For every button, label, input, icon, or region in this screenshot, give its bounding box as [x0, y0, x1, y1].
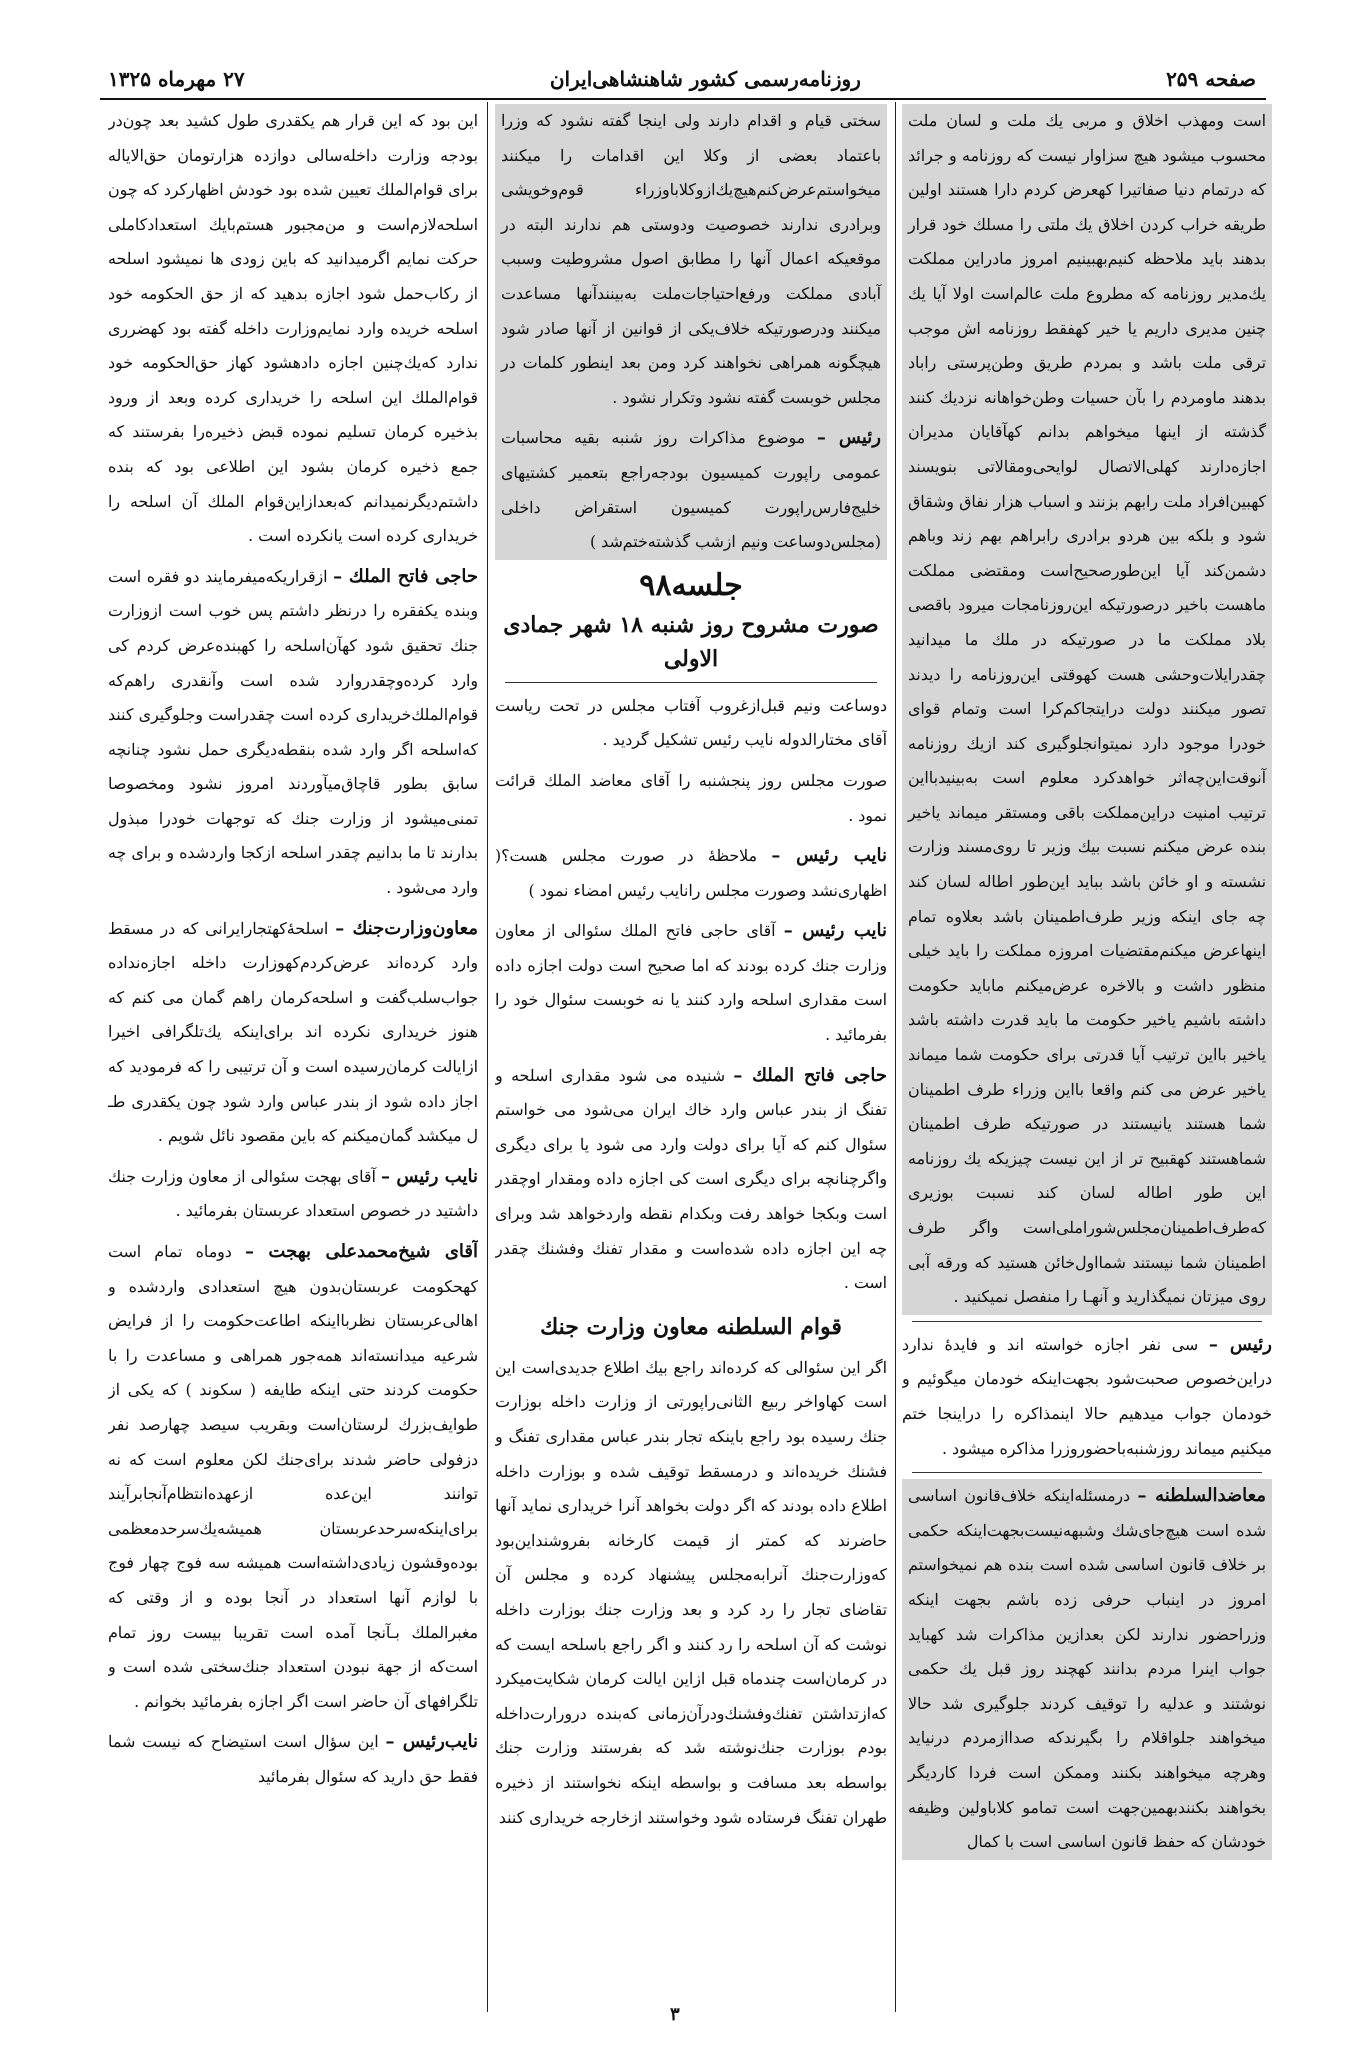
- paragraph: [495, 839, 887, 908]
- speech-text: این سؤال است استیضاح که نیست شما فقط حق دارید که سئوال بفرمائید: [108, 1732, 478, 1786]
- paragraph: دوساعت ونیم قبل‌ازغروب آفتاب مجلس در تحت ریاست آقای مختارالدوله نایب رئیس تشکیل گردید .: [495, 695, 887, 750]
- paragraph: [495, 1059, 887, 1301]
- speech-text: موضوع مذاکرات روز شنبه بقیه محاسبات عمومی راپورت کمیسیون بودجه‌راجع بتعمیر کشتیهای خلیج‌فارس‌راپورت کمیسیون استقراض داخلی (مجلس‌دوساعت ونیم ازشب گذشته‌ختم‌شد ): [501, 428, 881, 552]
- speech-text: شنیده می شود مقداری اسلحه و تفنگ از بندر عباس وارد خاك ایران می‌شود می خواستم سئوال کنم که آیا برای دولت وارد می شود یا برای دیگری واگرچنانچه برای دیگری است کی اجازه داده ومقدار اوچقدر است وبکجا خواهد رفت وبکدام نقطه واردخواهد شد وبرای چه این اجازه داده شده‌است و مقدار تفنك وفشنك چقدر است .: [495, 1065, 887, 1293]
- speech-text: آقای حاجی فاتح الملك سئوالی از معاون وزارت جنك کرده بودند که اما صحیح است دولت اجازه داده است مقداری اسلحه وارد کنند یا نه خوبست سئوال خود را بفرمائید .: [495, 921, 887, 1045]
- speaker-name: نایب رئیس –: [771, 845, 887, 867]
- page-number: ۳: [670, 2004, 680, 2025]
- speaker-heading: قوام السلطنه معاون وزارت جنك: [540, 1313, 842, 1340]
- speaker-name: حاجی فاتح الملك –: [333, 565, 478, 587]
- issue-date: ۲۷ مهرماه ۱۳۲۵: [108, 67, 245, 91]
- speaker-name: رئیس –: [1208, 1333, 1272, 1355]
- page-label: صفحه ۲۵۹: [1166, 67, 1256, 91]
- speech-text: درمسئله‌اینکه خلاف‌قانون اساسی شده است هیچ‌جای‌شك وشبهه‌نیست‌بجهت‌اینکه حکمی بر خلاف قانون اساسی شده است بنده هم نمیخواستم امروز در اینباب حرفی زده باشم بجهت اینکه وزراحضور ندارند لکن بعدازین مذاکرات شد کهباید جواب اینرا مردم بدانند کهچند روز قبل یك حکمی نوشتند و عدلیه را توقیف کردند جلوگیری شد حالا میخواهند جلواقلام را بگیرند‌که صداازمردم درنیاید وهرچه میخواهند بکنند وممکن است فردا کاردیگر بخواهند بکنند‌بهمین‌جهت است تمامو کلاباولین وظیفه خودشان که حفظ قانون اساسی است با کمال: [908, 1486, 1266, 1852]
- highlighted-passage: [495, 104, 887, 560]
- paragraph: [108, 560, 478, 906]
- divider: [912, 1472, 1262, 1473]
- paragraph: این بود که این قرار هم یکقدری طول کشید بعد چون‌در بودجه وزارت داخله‌سالی دوازده هزارتومان حق‌الایاله برای قوام‌الملك تعیین شده بود خودش اظهارکرد که چون اسلحه‌لازم‌است و من‌مجبور هستم‌بایك استعداد‌کاملی حرکت نمایم اگرمیدانید که باین زودی ها نمیشود اسلحه از رکاب‌حمل شود اجازه بدهید که از حق الحکومه خود اسلحه خریده وارد نمایم‌وزارت داخله گفته بود کهضرری ندارد که‌یك‌چنین اجازه دادهشود کهاز حق‌الحکومه خود قوام‌الملك این اسلحه را خریداری کرده وبعد از ورود بذخیره کرمان تسلیم نموده قبض ذخیره‌را بفرستند که جمع ذخیره کرمان بشود این اطلاعی بود که بنده داشتم‌دیگرنمیدانم که‌بعدازاین‌قوام الملك آن اسلحه را خریداری کرده است یانکرده است .: [108, 111, 478, 546]
- paragraph: [108, 912, 478, 1154]
- paragraph: [108, 1725, 478, 1794]
- newspaper-title: روزنامه‌رسمی کشور شاهنشاهی‌ایران: [549, 67, 861, 91]
- speaker-name: نایب رئیس –: [783, 920, 887, 942]
- speaker-name: نایب رئیس –: [381, 1165, 478, 1187]
- highlighted-passage: [902, 1479, 1272, 1860]
- paragraph: صورت مجلس روز پنجشنبه را آقای معاضد الملك قرائت نمود .: [495, 770, 887, 825]
- speaker-name: نایب‌رئیس –: [385, 1731, 478, 1753]
- session-title: صورت مشروح روز شنبه ۱۸ شهر جمادی الاولی: [503, 611, 879, 672]
- column-left: [108, 104, 478, 2009]
- divider: [912, 1321, 1262, 1322]
- paragraph: است ومهذب اخلاق و مربی یك ملت و لسان ملت محسوب میشود هیچ سزاوار نیست که روزنامه و جرائد که درتمام دنیا صفاتیرا کهعرض کردم دارا هستند اولین طریقه خراب کردن اخلاق یك ملتی را مسلك خود قرار بدهند باید ملاحظه کنیم‌بهبینیم امروز مادراین مملکت یك‌مدیر روزنامه که مطروع ملت عالم‌است اولا آیا یك چنین مدیری داریم یا خیر کهفقط روزنامه اش موجب ترقی ملت باشد و بمردم طریق وطن‌پرستی راباد بدهند ماومردم را بآن حسیات وطن‌خواهانه نزدیك کنند گذشته از اینها میخواهم بدانم کهآقایان مدیران اجازه‌دارند کهلی‌الاتصال لوایحی‌ومقالاتی بنویسند کهبین‌افراد ملت رابهم بزنند و اسباب هزار نفاق وشقاق شود و بلکه بین هردو برادری رابراهم بهم زند وباهم دشمن‌کند آیا این‌طورصحیح‌است ومقتضی مملکت ماهست باخیر درصورتیکه این‌روزنامجات میرود باقصی بلاد مملکت ما در صورتیکه در ملك ما میدانید چقدرایلات‌وحشی هست کهوقتی این‌روزنامه را دیدند تصور میکنند دولت درایتجاکم‌کرا است وتمام قوای خودرا موجود دارد نمیتوانجلوگیری کند ازیك روزنامه آنوقت‌این‌چه‌اثر خواهد‌کرد معلوم است به‌بینید‌بااین ترتیب امنیت دراین‌مملکت باقی ومستقر میماند یاخیر بنده عرض میکنم نسبت بیك وزیر تا روی‌مسند وزارت نشسته و او خائن باشد بباید این‌طور اطاله لسان کند چه جای اینکه وزیر طرف‌اطمینان باشد بعلاوه تمام اینهاعرض میکنم‌مقتضیات امروزه مملکت را باید خیلی منظور داشت و بالاخره عرض‌میکنم ماباید حکومت داشته باشیم یاخیر حکومت ما باید قدرت داشته باشد یاخیر بااین ترتیب آیا قدرتی برای حکومت شما میماند یاخیر عرض می کنم واقعا بااین وزراء طرف اطمینان شما هستند یانیستند در صورتیکه طرف اطمینان شماهستند کهقبیح تر از این نیست چیزیکه یك روزنامه این طور اطاله لسان کند نسبت بوزیری که‌طرف‌اطمینان‌مجلس‌شوراملی‌است واگر طرف اطمینان شما نیستند شما‌اول‌خائن هستید که ورقه آبی روی میزتان نمیگذارید و آنهـا را منفصل نمیکنید .: [908, 111, 1266, 1307]
- column-divider: [487, 102, 488, 2012]
- paragraph: سختی قیام و اقدام دارند ولی اینجا گفته نشود که وزرا باعتماد بعضی از وکلا این اقدامات را میکنند میخواستم‌عرض‌کنم‌هیچ‌یك‌ازو‌کلاباوزراء قوم‌وخویشی وبرادری ندارند خصوصیت ودوستی هم ندارند البته در موقعیکه اعمال آنها را مطابق اصول مشروطیت وسبب آبادی مملکت ورفع‌احتیاجات‌ملت به‌بینند‌آنها مساعدت میکنند ودرصورتیکه خلاف‌یکی از قوانین از آنها صادر شود هیچگونه همراهی نخواهند کرد ومن بعد اینطور کلمات در مجلس خوبست گفته نشود وتکرار نشود .: [501, 111, 881, 407]
- column-middle: [495, 104, 887, 2009]
- divider: [505, 682, 877, 683]
- speaker-name: معاون‌وزارت‌جنك –: [335, 917, 478, 939]
- speech-text: سی نفر اجازه خواسته اند و فایدهٔ ندارد دراین‌خصوص صحبت‌شود بجهت‌اینکه خودمان میگوئیم و خودمان جواب میدهیم حالا اینمذاکره را دراینجا ختم میکنیم میماند روزشنبه‌باحضوروزرا مذاکره میشود .: [902, 1334, 1272, 1458]
- paragraph: [908, 1479, 1266, 1860]
- paragraph: [501, 421, 881, 559]
- paragraph: اگر این سئوالی که کرده‌اند راجع بیك اطلاع جدیدی‌است این است کهاواخر ربیع الثانی‌راپورتی از وزارت داخله بوزارت جنك رسیده بود راجع باینکه تجار بندر عباس مقداری تفنگ و فشنك خریده‌اند و درمسقط توقیف شده و بوزارت داخله اطلاع داده بودند که اگر دولت بخواهد آنرا خریداری نماید آنها حاضرند که کمتر از قیمت کارخانه بفروشند‌این‌بود که‌وزارت‌جنك آنرا‌به‌مجلس پیشنهاد کرده و مجلس آن تقاضای تجار را رد کرد و بعد وزارت جنك بوزارت داخله نوشت که آن اسلحه را رد کنند و اگر راجع باسلحه ایست که در کرمان‌است چندماه قبل ازاین ایالت کرمان شکایت‌میکرد که‌ازتداشتن تفنك‌وفشنك‌ودرآن‌زمانی که‌بنده درورارت‌داخله بودم بوزارت جنك‌نوشته شد که بفرستند وزارت جنك بواسطه بعد مسافت و بواسطه اینکه نخواستند از ذخیره طهران تفنگ فرستاده شود وخواستند ازخارجه خریداری کنند: [495, 1357, 887, 1827]
- speaker-name: حاجی فاتح الملك –: [733, 1064, 887, 1086]
- speech-text: ملاحظهٔ در صورت مجلس هست؟( اظهاری‌نشد وصورت مجلس رانایب رئیس امضاء نمود ): [495, 846, 887, 900]
- speech-text: اسلحهٔ‌کهتجارایرانی که در مسقط وارد کرده‌اند عرض‌کردم‌کهوزارت داخله اجازه‌نداده جواب‌سلب‌گفت و اسلحه‌کرمان راهم گمان می کنم که هنوز خریداری نکرده اند برای‌اینکه یك‌تلگرافی اخیرا ازایالت کرمان‌رسیده است و آن ترتیبی را که فرمودید که اجاز داده شود از بندر عباس وارد شود چون یکقدری طـ ل میکشد گمان‌میکنم که باین مقصود نائل شویم .: [108, 918, 478, 1146]
- speaker-name: آقای شیخ‌محمدعلی بهجت –: [245, 1241, 478, 1262]
- header-rule: [100, 98, 1266, 100]
- masthead: [108, 62, 1256, 96]
- paragraph: [902, 1328, 1272, 1466]
- speech-text: آقای بهجت سئوالی از معاون وزارت جنك داشتید در خصوص استعداد عربستان بفرمائید .: [108, 1166, 478, 1221]
- column-divider: [895, 102, 896, 2012]
- session-number: جلسه۹۸: [639, 567, 743, 603]
- paragraph: [108, 1160, 478, 1229]
- paragraph: [495, 914, 887, 1052]
- highlighted-passage: [902, 104, 1272, 1315]
- speaker-name: معاضدالسلطنه –: [1137, 1485, 1266, 1507]
- speaker-name: رئیس –: [816, 427, 882, 449]
- column-right: [902, 104, 1272, 2009]
- paragraph: [108, 1235, 478, 1719]
- speech-text: دوماه تمام است کهحکومت عربستان‌بدون هیچ استعدادی واردشده و اهالی‌عربستان نظربااینکه اطاعت‌حکومت را از فرایض شرعیه میدانسته‌اند همه‌جور همراهی و مساعدت را با حکومت کردند حتی اینکه طایفه ( سکوند ) که یکی از طوایف‌بزرك لرستان‌است وبقریب سیصد چهارصد نفر دزفولی حاضر شدند برای‌جنك لکن معلوم است که نه توانند این‌عده ازعهده‌انتظام‌آنجابرآیند برای‌اینکه‌سرحدعربستان همیشه‌یك‌سرحد‌معظمی بوده‌وقشون زیادی‌داشته‌است همیشه سه فوج چهار فوج با لوازم آنها استعداد در آنجا بوده و از وقتی که مغبرالملك بـآنجا آمده است تقریبا بیست روز تمام است‌که از جهة نبودن استعداد جنك‌سختی شده است و تلگرافهای آن حاضر است اگر اجازه بفرمائید بخوانم .: [108, 1242, 478, 1711]
- speech-text: ازقراریکه‌میفرمایند دو فقره است وبنده یکفقره را درنظر داشتم پس خوب است ازوزارت جنك تحقیق شود کهآن‌اسلحه را کهبنده‌عرض کردم کی وارد کرده‌وچقدر‌وارد شده است وآنقدری راهم‌که قوام‌الملك‌خریداری کرده است چقدراست وجلوگیری کنند که‌اسلحه اگر وارد شده بنقطه‌دیگری حمل نشود چنانچه سابق بطور قاچاق‌میآوردند امروز نشود ومخصوصا تمنی‌میشود از وزارت جنك که توجهات خودرا مبذول بدارند تا ما بدانیم چقدر اسلحه ازکجا واردشده و برای چه وارد می‌شود .: [108, 566, 478, 898]
